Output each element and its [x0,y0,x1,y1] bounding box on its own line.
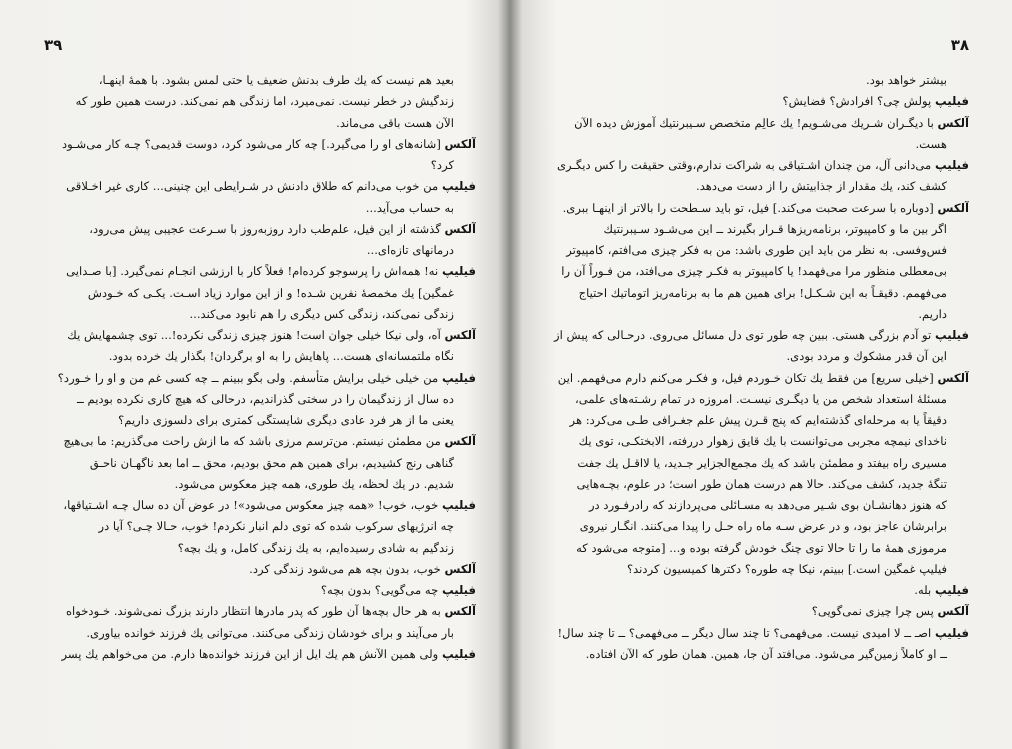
text-line [529,453,969,474]
text-line [529,538,969,559]
line-text: الآن هست باقی می‌ماند. [336,115,454,130]
dialogue-line [40,219,476,240]
line-text: دقیقاً یا به مرحله‌ای گذشته‌ایم که پنج قـرن پیش علم جغـرافی طـی می‌کرد: هر [569,413,947,427]
dialogue-line [529,198,969,219]
dialogue-line [40,368,476,389]
speaker-name: آلکس [937,370,969,385]
text-line [529,70,969,91]
text-line [40,155,476,176]
line-text: فس‌وفسی. به نظر من باید این طوری باشد: من به فکر چیزی می‌افتم، کامپیوتر [566,243,947,257]
speaker-name: آلکس [444,221,476,236]
dialogue-line [40,495,476,516]
line-text: این آن قدر مشکوك و مردد بودی. [786,349,947,364]
line-text: گناهی رنج کشیدیم، برای همین هم محق بودیم، محق ــ اما بعد ناگهـان ناحـق [89,455,454,470]
text-line [40,283,476,304]
line-text: فیلیپ غمگین است.] ببینم، نیکا چه طوره؟ دکترها کمیسیون کردند؟ [626,561,947,576]
speaker-name: فیلیپ [441,264,476,279]
line-text: اصـ ــ لا امیدی نیست. می‌فهمی؟ تا چند سال دیگر ــ می‌فهمی؟ ــ تا چند سال! [557,625,935,640]
line-text: می‌دانی آل، من چندان اشـتیاقی به شراکت ندارم،وقتی حقیقت را کس دیگـری [556,158,935,172]
text-line [529,410,969,431]
text-line [529,134,969,155]
line-text: چه انرژیهای سرکوب شده که توی دلم انبار نکردم! خوب، حـالا چـی؟ آیا در [98,519,454,534]
speaker-name: آلکس [937,604,969,619]
line-text: من مطمئن نیستم. من‌ترسم مرزی باشد که ما ازش راحت می‌گذریم: ما بی‌هیچ [63,434,445,449]
line-text: [دوباره با سرعت صحبت می‌کند.] فیل، تو باید سـطحت را بالاتر از اینهـا ببری. [562,200,938,215]
dialogue-line [40,176,476,197]
speaker-name: فیلیپ [934,583,969,597]
line-text: به هر حال بچه‌ها آن طور که پدر مادرها انتظار دارند بزرگ نمی‌شوند. خـودخواه [65,604,445,619]
text-line [40,410,476,431]
speaker-name: فیلیپ [934,328,969,342]
speaker-name: آلکس [937,200,969,215]
line-text: خوب، بدون بچه هم می‌شود زندگی کرد. [249,561,445,576]
dialogue-line [40,580,476,601]
text-line [529,644,969,665]
text-line [40,91,476,112]
line-text: [خیلی سریع] من فقط یك تکان خـوردم فیل، و فکـر می‌کنم دارم می‌فهمم. این [557,370,938,385]
text-line [529,559,969,580]
line-text: داریم. [918,306,947,321]
text-line [529,474,969,495]
line-text: درمانهای تازه‌ای... [366,243,454,257]
speaker-name: آلکس [444,561,476,576]
text-line [529,240,969,261]
speaker-name: فیلیپ [441,646,476,661]
line-text: بار می‌آیند و برای خودشان زندگی می‌کنند. می‌توانی یك فرزند خوانده بیاوری. [86,625,454,640]
text-line [40,198,476,219]
line-text: آه، ولی نیکا خیلی جوان است! هنوز چیزی زندگی نکرده!... توی چشمهایش یك [67,328,445,342]
line-text: غمگین] یك مخمصهٔ نفرین شـده! و از این موارد زیاد اسـت. یکـی که خـودش [87,285,454,300]
line-text: مسیری راه بیفتد و مطمئن باشد که یك مجمع‌الجزایر جـدید، یا لااقـل یك جفت [577,455,947,470]
text-line [529,304,969,325]
text-line [40,346,476,367]
dialogue-line [40,559,476,580]
text-line [529,219,969,240]
line-text: ناخدای نیمچه مجربی می‌توانست با یك قایق زهوار دررفته، الابختکـی، توی یك [578,434,947,449]
speaker-name: آلکس [444,136,476,151]
line-text: ولی همین الآنش هم یك ایل از این فرزند خوانده‌ها دارم. من می‌خواهم یك پسر [61,646,442,661]
speaker-name: آلکس [937,115,969,130]
text-line [40,516,476,537]
dialogue-line [529,623,969,644]
speaker-name: فیلیپ [441,498,476,512]
line-text: چه می‌گویی؟ بدون بچه؟ [320,583,442,597]
text-line [529,283,969,304]
line-text: مرموزی همهٔ ما را تا حالا توی چنگ خودش گرفته بوده و... [متوجه می‌شود که [576,540,947,555]
dialogue-line [40,601,476,622]
text-line [529,346,969,367]
line-text: من خوب می‌دانم که طلاق دادنش در شـرایطی این چنینی... کاری غیر اخـلاقی [66,179,442,194]
left-page [18,0,496,749]
line-text: بی‌معطلی منظور مرا می‌فهمد! یا کامپیوتر به فکـر چیزی می‌افتد، من فـوراً آن را [561,264,947,279]
text-line [529,431,969,452]
line-text: پس چرا چیزی نمی‌گویی؟ [811,604,938,619]
text-line [529,261,969,282]
dialogue-line [40,325,476,346]
text-line [529,516,969,537]
line-text: بیشتر خواهد بود. [866,73,947,87]
line-text: پولش چی؟ افرادش؟ فضایش؟ [782,94,935,109]
line-text: زندگی نمی‌کند، زندگی کس دیگری را هم نابود می‌کند... [189,306,454,321]
dialogue-line [529,368,969,389]
speaker-name: فیلیپ [441,179,476,194]
dialogue-line [40,431,476,452]
line-text: کشف کند، یك مقدار از جذابیتش را از دست می‌دهد. [696,179,947,194]
line-text: برابرشان عاجز بود، و در عرض سـه ماه راه حـل را پیدا می‌کنند. انگـار نیروی [579,519,947,534]
text-line [40,453,476,474]
dialogue-line [529,113,969,134]
line-text: یعنی ما از هر فرد عادی دیگری شایستگی کمتری برای دلسوزی داریم؟ [118,413,454,427]
speaker-name: آلکس [444,604,476,619]
speaker-name: آلکس [444,434,476,449]
text-line [40,474,476,495]
speaker-name: فیلیپ [934,94,969,109]
speaker-name: فیلیپ [934,625,969,640]
line-text: گذشته از این فیل، علم‌طب دارد روزبه‌روز با سـرعت عجیبی پیش می‌رود، [89,221,445,236]
line-text: بله. [914,583,935,597]
line-text: تنگهٔ جدید، کشف می‌کند. حالا هم درست همان طور است؛ در علوم، بچـه‌هایی [576,476,947,491]
page-number: ۳۹ [44,36,63,54]
line-text: زندگیش در خطر نیست. نمی‌میرد، اما زندگی هم نمی‌کند. درست همین طور که [75,94,454,109]
line-text: ده سال از زندگیمان را در سختی گذراندیم، درحالی که هیچ کاری نکرده بودیم ــ [77,391,454,406]
page-text [40,70,476,665]
line-text: می‌فهمم. دقیقـاً به این شـکـل! برای همین هم ما به برنامه‌ریز اتوماتیك احتیاج [578,285,947,300]
dialogue-line [529,580,969,601]
text-line [40,70,476,91]
right-page [523,0,993,749]
dialogue-line [529,91,969,112]
dialogue-line [529,155,969,176]
line-text: مسئلهٔ استعداد شخص من یا دیگـری نیسـت. امروزه در تمام رشـته‌های علمی، [574,391,947,406]
line-text: خوب، خوب! «همه چیز معکوس می‌شود»! در عوض آن ده سال چـه اشـتیاقها، [63,498,442,512]
line-text: بعید هم نیست که یك طرف بدنش ضعیف یا حتی لمس بشود. با همهٔ اینهـا، [98,73,454,87]
line-text: زندگیم به شادی رسیده‌ایم، به یك زندگی کامل، و یك بچه؟ [177,540,454,555]
text-line [40,304,476,325]
speaker-name: فیلیپ [441,370,476,385]
line-text: تو آدم بزرگی هستی. ببین چه طور توی دل مسائل می‌روی. درحـالی که پیش از [554,328,935,342]
text-line [40,623,476,644]
dialogue-line [529,601,969,622]
line-text: کرد؟ [430,158,454,172]
line-text: نگاه ملتمسانه‌ای هست... پاهایش را به او برگردان! بگذار یك خرده بدود. [108,349,454,364]
text-line [40,538,476,559]
text-line [529,176,969,197]
text-line [40,240,476,261]
line-text: که هنوز دهانشـان بوی شـیر می‌دهد به مسـائلی می‌پردازند که رادرفـورد در [588,498,947,512]
line-text: با دیگـران شـریك می‌شـویم! یك عالِم متخصص سـیبرنتیك آموزش دیده الآن [574,115,938,130]
page-number: ۳۸ [950,36,969,54]
line-text: ــ او کاملاً زمین‌گیر می‌شود. می‌افتد آن جا، همین. همان طور که الآن افتاده. [585,646,947,661]
text-line [40,389,476,410]
page-text [529,70,969,665]
line-text: [شانه‌های او را می‌گیرد.] چه کار می‌شود کرد، دوست قدیمی؟ چـه کار می‌شـود [61,136,445,151]
text-line [529,389,969,410]
text-line [529,495,969,516]
line-text: اگر بین ما و کامپیوتر، برنامه‌ریزها قـرار بگیرند ــ این می‌شـود سـیبرنتیك [603,221,947,236]
dialogue-line [40,261,476,282]
line-text: شدیم. در یك لحظه، یك طوری، همه چیز معکوس می‌شود. [174,476,454,491]
dialogue-line [529,325,969,346]
line-text: من خیلی خیلی برایش متأسفم. ولی بگو ببینم ــ چه کسی غم من و او را خـورد؟ [57,370,442,385]
dialogue-line [40,134,476,155]
speaker-name: فیلیپ [934,158,969,172]
text-line [40,113,476,134]
line-text: به حساب می‌آید... [365,200,454,215]
dialogue-line [40,644,476,665]
line-text: هست. [915,136,947,151]
speaker-name: فیلیپ [441,583,476,597]
line-text: نه! همه‌اش را پرسوجو کرده‌ام! فعلاً کار با ارزشی انجـام نمی‌گیرد. [با صـدایی [66,264,442,279]
speaker-name: آلکس [444,328,476,342]
